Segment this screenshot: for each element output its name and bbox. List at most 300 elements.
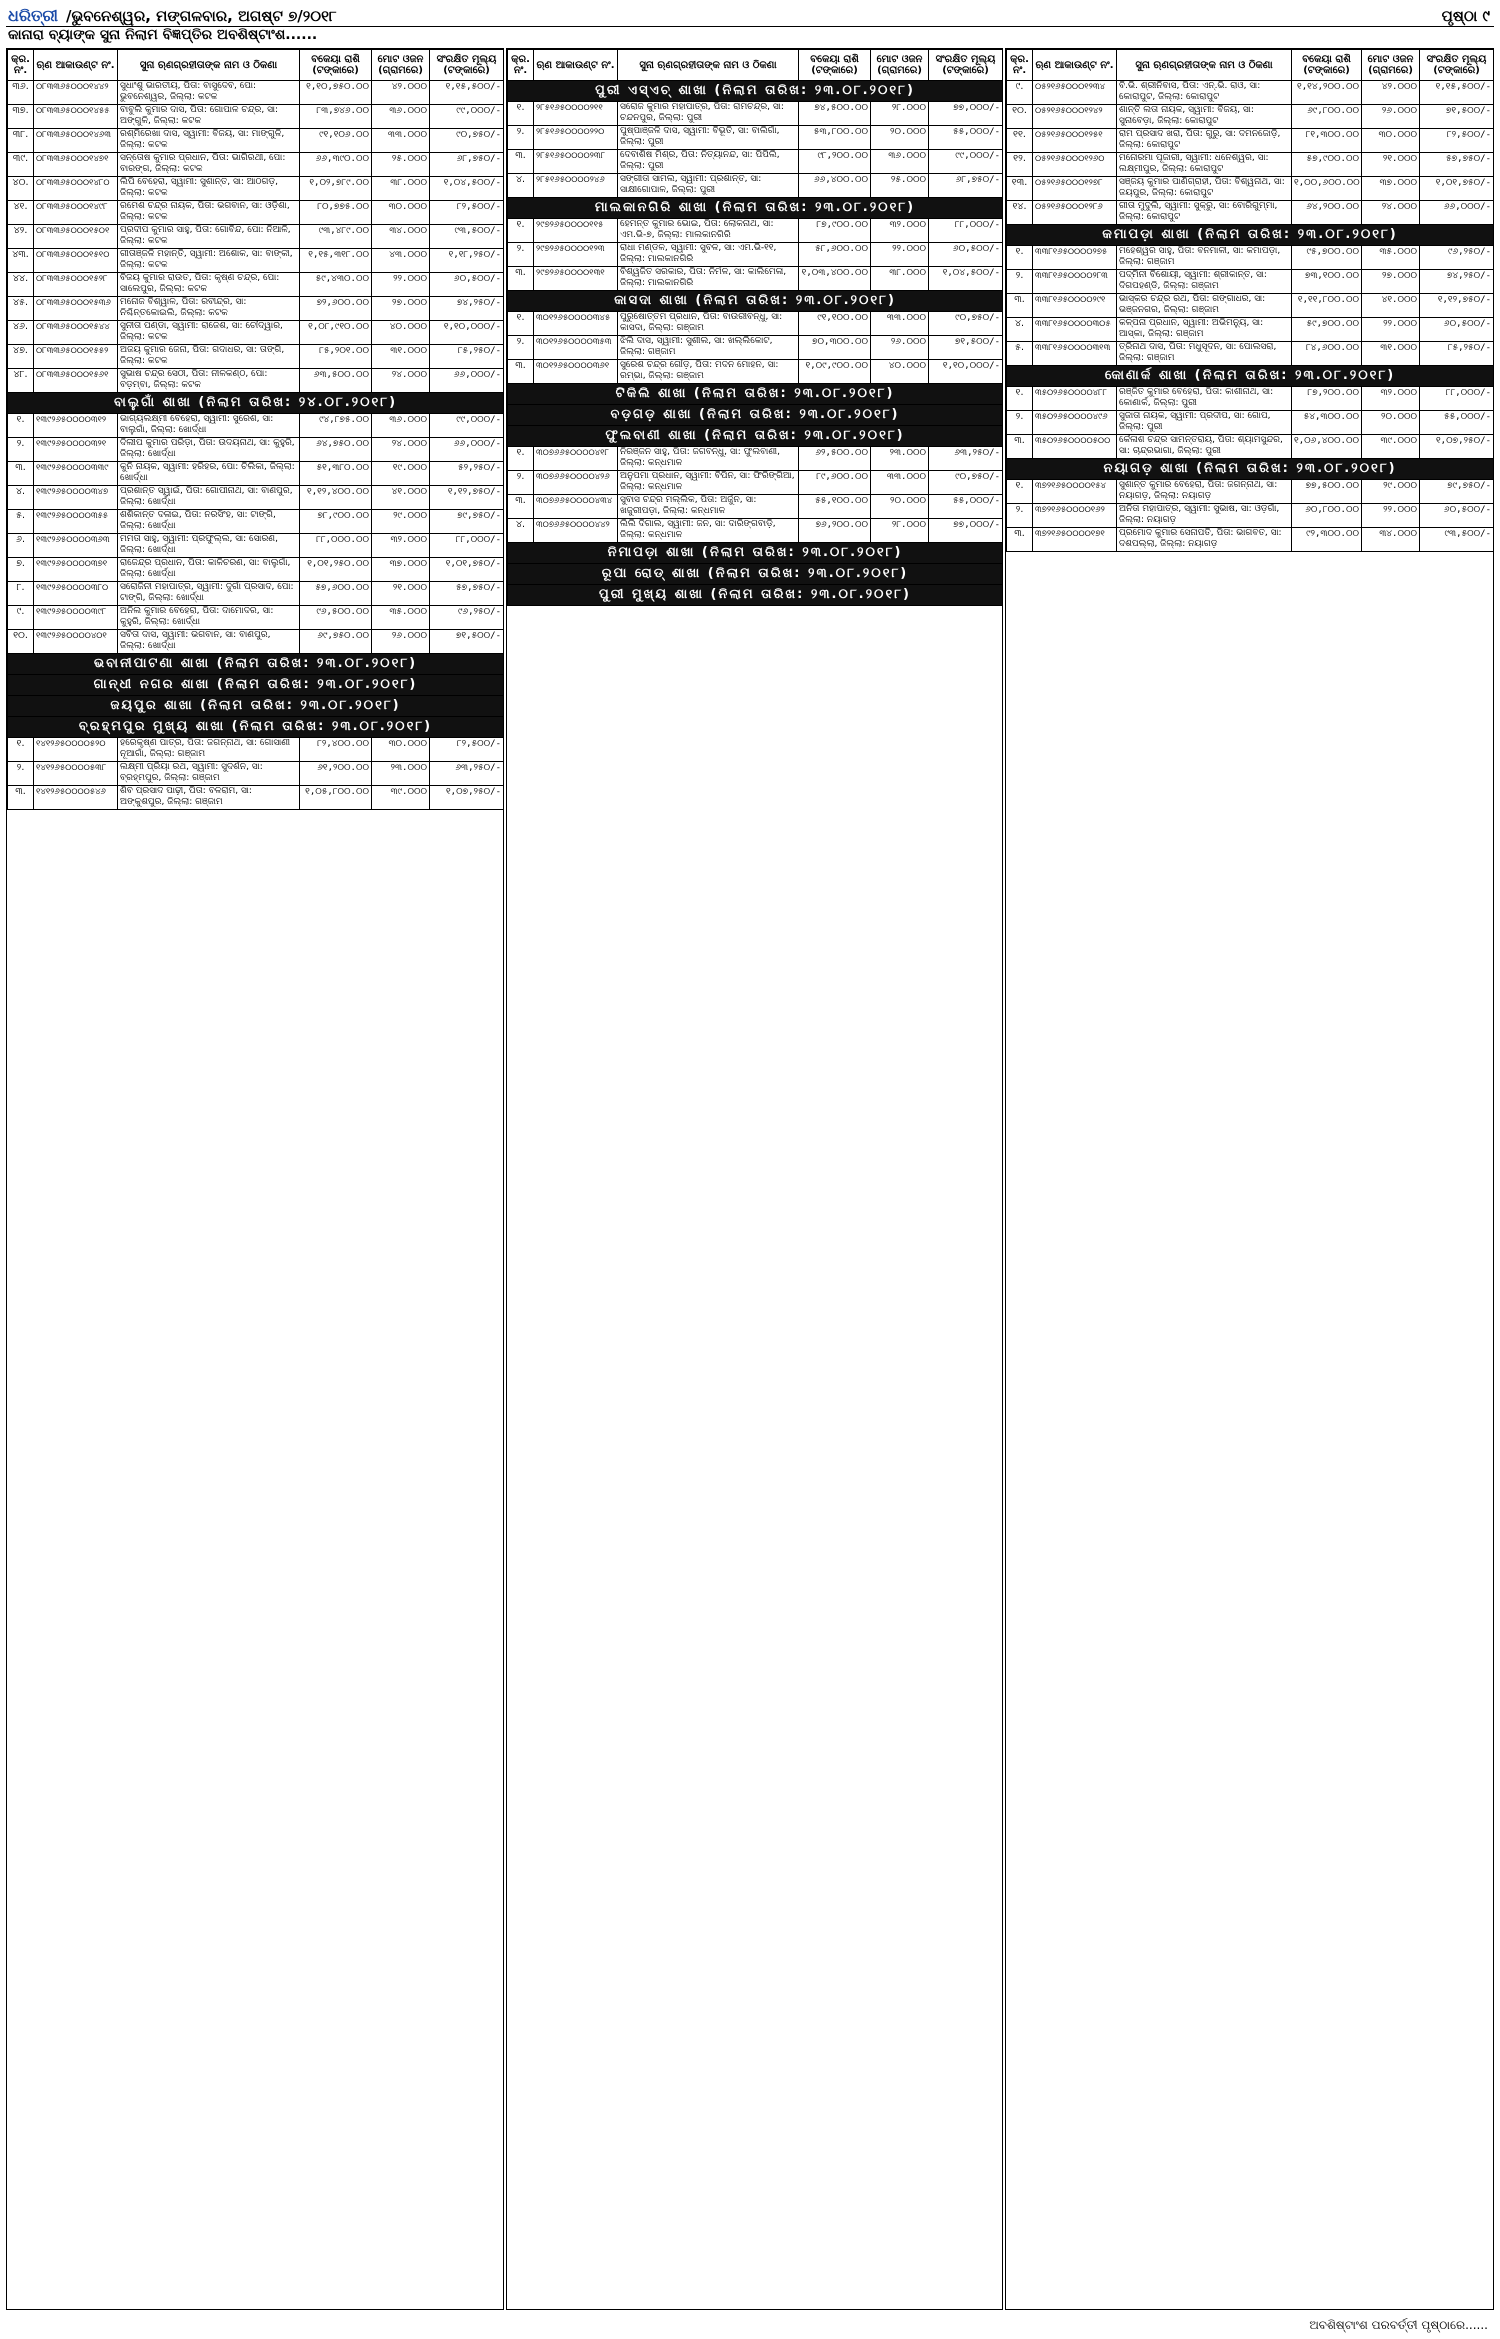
rows-nayagarh [1007, 480, 1494, 552]
serial-number: ୩. [508, 150, 534, 174]
outstanding-amount: ୫୪,୩୦୦.୦୦ [1292, 411, 1362, 435]
table-row [8, 201, 504, 225]
serial-number: ୩. [1007, 294, 1033, 318]
reserve-price: ୮୮,୦୦୦/- [1420, 387, 1494, 411]
borrower-name-address: ସଙ୍ଗୀତା ସାମଲ, ସ୍ୱାମୀ: ପ୍ରଶାନ୍ତ, ସା: ସାକ୍ଷୀଗୋପାଳ, ଜିଲ୍ଲା: ପୁରୀ [618, 174, 799, 198]
loan-account-number: ୦୮୩୩୬୫୦୦୦୧୫୬୧ [34, 369, 118, 393]
outstanding-amount: ୧,୧୪,୨୦୦.୦୦ [1292, 81, 1362, 105]
reserve-price: ୫୫,୦୦୦/- [1420, 411, 1494, 435]
outstanding-amount: ୬୪,୨୦୦.୦୦ [1292, 201, 1362, 225]
table-row [8, 177, 504, 201]
serial-number: ୧. [508, 219, 534, 243]
serial-number: ୨. [508, 336, 534, 360]
section-header: ପୁରୀ ଏସ୍‌ଏଚ୍ ଶାଖା (ନିଲାମ ତାରିଖ: ୨୩.୦୮.୨୦୧୮) [508, 81, 1003, 102]
serial-number: ୪୧. [8, 201, 34, 225]
borrower-name-address: ମନୋଜ ବିଶ୍ୱାଳ, ପିତା: ରବୀନ୍ଦ୍ର, ସା: ନିଶ୍ଚିନ୍ତକୋଇଲି, ଜିଲ୍ଲା: କଟକ [118, 297, 300, 321]
outstanding-amount: ୯୮,୨୦୦.୦୦ [799, 150, 871, 174]
outstanding-amount: ୯୧,୧୦୦.୦୦ [799, 312, 871, 336]
table-row [8, 414, 504, 438]
serial-number: ୭. [8, 558, 34, 582]
borrower-name-address: ରମେଶ ଚନ୍ଦ୍ର ନାୟକ, ପିତା: ଭଗବାନ, ସା: ଓଡ଼ିଶା, ଜିଲ୍ଲା: କଟକ [118, 201, 300, 225]
outstanding-amount: ୮୭,୨୦୦.୦୦ [1292, 387, 1362, 411]
serial-number: ୩. [508, 267, 534, 291]
header-loan: ଋଣ ଆକାଉଣ୍ଟ ନଂ. [1033, 50, 1117, 81]
section-header: ନୟାଗଡ଼ ଶାଖା (ନିଲାମ ତାରିଖ: ୨୩.୦୮.୨୦୧୮) [1007, 459, 1494, 480]
borrower-name-address: ହେମନ୍ତ କୁମାର ଭୋଇ, ପିତା: ଲୋକନାଥ, ସା: ଏମ.ଭି-୭, ଜିଲ୍ଲା: ମାଲକାନଗିରି [618, 219, 799, 243]
reserve-price: ୧,୧୦,୦୦୦/- [430, 321, 504, 345]
gold-weight: ୩୧.୦୦୦ [372, 345, 430, 369]
table-row [1007, 270, 1494, 294]
gold-weight: ୩୭.୦୦୦ [1362, 177, 1420, 201]
header-weight: ମୋଟ ଓଜନ (ଗ୍ରାମରେ) [372, 50, 430, 81]
outstanding-amount: ୧,୦୫,୮୦୦.୦୦ [300, 786, 372, 810]
borrower-name-address: ପଦ୍ମିନୀ ବିଶୋୟୀ, ସ୍ୱାମୀ: ଶ୍ରୀକାନ୍ତ, ସା: ଦିଗପହଣ୍ଡି, ଜିଲ୍ଲା: ଗଞ୍ଜାମ [1117, 270, 1292, 294]
reserve-price: ୯୬,୨୫୦/- [1420, 246, 1494, 270]
table-row [8, 438, 504, 462]
table-row [1007, 246, 1494, 270]
borrower-name-address: ପୁରୁଷୋତ୍ତମ ପ୍ରଧାନ, ପିତା: ବାଉରୀବନ୍ଧୁ, ସା: କାସଦା, ଜିଲ୍ଲା: ଗଞ୍ଜାମ [618, 312, 799, 336]
serial-number: ୮. [8, 582, 34, 606]
reserve-price: ୧,୧୦,୦୦୦/- [929, 360, 1003, 384]
serial-number: ୩୭. [8, 105, 34, 129]
loan-account-number: ୧୩୯୨୬୫୦୦୦୦୪୦୧ [34, 630, 118, 654]
borrower-name-address: ରାଧା ମଣ୍ଡଳ, ସ୍ୱାମୀ: ସୁବଳ, ସା: ଏମ.ଭି-୧୧, ଜିଲ୍ଲା: ମାଲକାନଗିରି [618, 243, 799, 267]
serial-number: ୪୬. [8, 321, 34, 345]
table-row [508, 312, 1003, 336]
serial-number: ୪୪. [8, 273, 34, 297]
table-row [8, 738, 504, 762]
table-row [8, 297, 504, 321]
header-sl: କ୍ର. ନଂ. [1007, 50, 1033, 81]
table-row [508, 126, 1003, 150]
reserve-price: ୬୩,୨୫୦/- [430, 762, 504, 786]
gold-weight: ୨୦.୦୦୦ [1362, 411, 1420, 435]
gold-weight: ୩୦.୦୦୦ [372, 201, 430, 225]
serial-number: ୧. [1007, 387, 1033, 411]
serial-number: ୧. [508, 312, 534, 336]
outstanding-amount: ୫୯,୪୩୦.୦୦ [300, 273, 372, 297]
outstanding-amount: ୬୨,୫୦୦.୦୦ [799, 447, 871, 471]
borrower-name-address: ପ୍ରମୋଦ କୁମାର ସେନାପତି, ପିତା: ଭାଗବତ, ସା: ଦଶପଲ୍ଲା, ଜିଲ୍ଲା: ନୟାଗଡ଼ [1117, 528, 1292, 552]
borrower-name-address: ମନୋରମା ପୂଜାରୀ, ସ୍ୱାମୀ: ଧନେଶ୍ୱର, ସା: ଲକ୍ଷ୍ମୀପୁର, ଜିଲ୍ଲା: କୋରାପୁଟ [1117, 153, 1292, 177]
reserve-price: ୯୩,୫୦୦/- [430, 225, 504, 249]
section-header: ଜୟପୁର ଶାଖା (ନିଲାମ ତାରିଖ: ୨୩.୦୮.୨୦୧୮) [8, 696, 504, 717]
borrower-name-address: ଭାଗ୍ୟଲକ୍ଷ୍ମୀ ବେହେରା, ସ୍ୱାମୀ: ସୁରେଶ, ସା: ବାଲୁଗାଁ, ଜିଲ୍ଲା: ଖୋର୍ଦ୍ଧା [118, 414, 300, 438]
loan-account-number: ୦୫୨୧୬୫୦୦୦୧୨୩୪ [1033, 81, 1117, 105]
auction-table-3 [1006, 49, 1494, 552]
reserve-price: ୮୨,୫୦୦/- [1420, 129, 1494, 153]
header-reserve: ସଂରକ୍ଷିତ ମୂଲ୍ୟ (ଟଙ୍କାରେ) [929, 50, 1003, 81]
loan-account-number: ୩୫୦୨୬୫୦୦୦୦୪୮୮ [1033, 387, 1117, 411]
table-row [8, 462, 504, 486]
table-row [8, 558, 504, 582]
reserve-price: ୮୫,୨୫୦/- [430, 345, 504, 369]
serial-number: ୪. [1007, 318, 1033, 342]
loan-account-number: ୩୦୭୬୬୫୦୦୦୦୪୪୨ [534, 519, 618, 543]
rows-berhampur [8, 738, 504, 810]
loan-account-number: ୩୫୦୨୬୫୦୦୦୦୪୯୬ [1033, 411, 1117, 435]
table-row [1007, 201, 1494, 225]
outstanding-amount: ୫୮,୬୦୦.୦୦ [799, 243, 871, 267]
borrower-name-address: ସରୋଜିନୀ ମହାପାତ୍ର, ସ୍ୱାମୀ: ଦୁର୍ଗା ପ୍ରସାଦ, ପୋ: ଟାଙ୍ଗି, ଜିଲ୍ଲା: ଖୋର୍ଦ୍ଧା [118, 582, 300, 606]
borrower-name-address: ସବିତା ଦାସ, ସ୍ୱାମୀ: ଭଗବାନ, ସା: ବାଣପୁର, ଜିଲ୍ଲା: ଖୋର୍ଦ୍ଧା [118, 630, 300, 654]
outstanding-amount: ୬୩,୫୦୦.୦୦ [300, 369, 372, 393]
serial-number: ୩. [8, 786, 34, 810]
serial-number: ୧୦. [8, 630, 34, 654]
loan-account-number: ୩୦୧୨୬୫୦୦୦୦୩୪୫ [534, 312, 618, 336]
loan-account-number: ୧୩୯୨୬୫୦୦୦୦୩୯୮ [34, 606, 118, 630]
table-row [8, 321, 504, 345]
section-header: ଟିକିଲି ଶାଖା (ନିଲାମ ତାରିଖ: ୨୩.୦୮.୨୦୧୮) [508, 384, 1003, 405]
loan-account-number: ୧୩୯୨୬୫୦୦୦୦୩୨୧ [34, 438, 118, 462]
section-header: ପୁରୀ ମୁଖ୍ୟ ଶାଖା (ନିଲାମ ତାରିଖ: ୨୩.୦୮.୨୦୧୮) [508, 585, 1003, 606]
table-row [1007, 81, 1494, 105]
loan-account-number: ୩୭୨୧୬୫୦୦୦୦୧୬୨ [1033, 504, 1117, 528]
header-sl: କ୍ର. ନଂ. [8, 50, 34, 81]
serial-number: ୧୦. [1007, 105, 1033, 129]
borrower-name-address: ପୁଷ୍ପାଞ୍ଜଳି ଦାସ, ସ୍ୱାମୀ: ବିଭୂତି, ସା: ବାଲିଗାଁ, ଜିଲ୍ଲା: ପୁରୀ [618, 126, 799, 150]
header-name: ସୁନା ଋଣଗ୍ରହୀତାଙ୍କ ନାମ ଓ ଠିକଣା [618, 50, 799, 81]
table-row [508, 174, 1003, 198]
table-header [508, 50, 1003, 81]
borrower-name-address: ସନ୍ତୋଷ କୁମାର ପ୍ରଧାନ, ପିତା: ଭାଗିରଥୀ, ପୋ: ବାରଙ୍ଗ, ଜିଲ୍ଲା: କଟକ [118, 153, 300, 177]
table-row [1007, 342, 1494, 366]
serial-number: ୯. [8, 606, 34, 630]
serial-number: ୧. [8, 738, 34, 762]
gold-weight: ୧୯.୦୦୦ [372, 462, 430, 486]
borrower-name-address: ରଶ୍ମିରେଖା ଦାସ, ସ୍ୱାମୀ: ବିଜୟ, ସା: ମାଙ୍ଗୁଳି, ଜିଲ୍ଲା: କଟକ [118, 129, 300, 153]
section-header: ଭବାନୀପାଟଣା ଶାଖା (ନିଲାମ ତାରିଖ: ୨୩.୦୮.୨୦୧୮) [8, 654, 504, 675]
outstanding-amount: ୭୩,୧୦୦.୦୦ [1292, 270, 1362, 294]
reserve-price: ୬୩,୨୫୦/- [929, 447, 1003, 471]
reserve-price: ୧,୦୭,୨୫୦/- [430, 786, 504, 810]
reserve-price: ୫୭,୭୫୦/- [430, 582, 504, 606]
table-row [508, 102, 1003, 126]
outstanding-amount: ୫୭,୯୦୦.୦୦ [1292, 153, 1362, 177]
rows-col3 [1007, 81, 1494, 225]
loan-account-number: ୧୩୯୨୬୫୦୦୦୦୩୩୯ [34, 462, 118, 486]
borrower-name-address: ଅନିତା ମହାପାତ୍ର, ସ୍ୱାମୀ: ସୁଭାଷ, ସା: ଓଡ଼ଗାଁ, ଜିଲ୍ଲା: ନୟାଗଡ଼ [1117, 504, 1292, 528]
reserve-price: ୯୬,୨୫୦/- [430, 606, 504, 630]
reserve-price: ୬୦,୫୦୦/- [929, 243, 1003, 267]
gold-weight: ୨୮.୦୦୦ [871, 519, 929, 543]
outstanding-amount: ୮୪,୬୦୦.୦୦ [1292, 342, 1362, 366]
reserve-price: ୯୯,୦୦୦/- [929, 150, 1003, 174]
gold-weight: ୨୧.୦୦୦ [1362, 153, 1420, 177]
loan-account-number: ୩୦୭୬୬୫୦୦୦୦୪୨୬ [534, 471, 618, 495]
gold-weight: ୪୧.୦୦୦ [1362, 294, 1420, 318]
gold-weight: ୨୬.୦୦୦ [372, 630, 430, 654]
gold-weight: ୩୫.୦୦୦ [372, 606, 430, 630]
borrower-name-address: ଅଜୟ କୁମାର ଜେନା, ପିତା: ଗଦାଧର, ସା: ତାଙ୍ଗି, ଜିଲ୍ଲା: କଟକ [118, 345, 300, 369]
table-row [8, 786, 504, 810]
serial-number: ୪. [8, 486, 34, 510]
gold-weight: ୨୦.୦୦୦ [871, 495, 929, 519]
reserve-price: ୮୨,୫୦୦/- [430, 738, 504, 762]
loan-account-number: ୦୫୨୧୬୫୦୦୦୧୨୬୦ [1033, 153, 1117, 177]
gold-weight: ୨୬.୦୦୦ [1362, 105, 1420, 129]
outstanding-amount: ୯୨,୩୦୦.୦୦ [1292, 528, 1362, 552]
reserve-price: ୭୭,୦୦୦/- [929, 102, 1003, 126]
table-row [508, 360, 1003, 384]
loan-account-number: ୧୩୯୨୬୫୦୦୦୦୩୮୦ [34, 582, 118, 606]
table-row [8, 534, 504, 558]
outstanding-amount: ୮୮,୦୦୦.୦୦ [300, 534, 372, 558]
borrower-name-address: ସୁରେଶ ଚନ୍ଦ୍ର ଗୌଡ଼, ପିତା: ମଦନ ମୋହନ, ସା: ରମ୍ଭା, ଜିଲ୍ଲା: ଗଞ୍ଜାମ [618, 360, 799, 384]
gold-weight: ୨୮.୦୦୦ [871, 102, 929, 126]
serial-number: ୧. [8, 414, 34, 438]
table-row [508, 495, 1003, 519]
rows-col1 [8, 81, 504, 393]
header-name: ସୁନା ଋଣଗ୍ରହୀତାଙ୍କ ନାମ ଓ ଠିକଣା [1117, 50, 1292, 81]
reserve-price: ୧,୦୭,୨୫୦/- [1420, 435, 1494, 459]
loan-account-number: ୦୮୩୩୬୫୦୦୦୧୪୯୮ [34, 201, 118, 225]
table-row [1007, 411, 1494, 435]
loan-account-number: ୧୩୯୨୬୫୦୦୦୦୩୬୩ [34, 534, 118, 558]
serial-number: ୨. [8, 762, 34, 786]
reserve-price: ୭୪,୨୫୦/- [1420, 270, 1494, 294]
loan-account-number: ୨୮୫୧୬୫୦୦୦୦୨୨୦ [534, 126, 618, 150]
section-header: ଫୁଲବାଣୀ ଶାଖା (ନିଲାମ ତାରିଖ: ୨୩.୦୮.୨୦୧୮) [508, 426, 1003, 447]
outstanding-amount: ୬୬,୪୦୦.୦୦ [799, 174, 871, 198]
borrower-name-address: ସୁଜାତା ନାୟକ, ସ୍ୱାମୀ: ପ୍ରଦୀପ, ସା: ଗୋପ, ଜିଲ୍ଲା: ପୁରୀ [1117, 411, 1292, 435]
serial-number: ୧. [1007, 480, 1033, 504]
outstanding-amount: ୮୨,୪୦୦.୦୦ [300, 738, 372, 762]
table-row [1007, 504, 1494, 528]
serial-number: ୩୯. [8, 153, 34, 177]
serial-number: ୧୨. [1007, 153, 1033, 177]
reserve-price: ୧,୧୫,୫୦୦/- [430, 81, 504, 105]
loan-account-number: ୧୩୯୨୬୫୦୦୦୦୩୫୫ [34, 510, 118, 534]
serial-number: ୩. [1007, 435, 1033, 459]
gold-weight: ୩୩.୦୦୦ [372, 129, 430, 153]
reserve-price: ୧,୦୪,୫୦୦/- [430, 177, 504, 201]
reserve-price: ୬୬,୦୦୦/- [1420, 201, 1494, 225]
rows-malkangiri [508, 219, 1003, 291]
gold-weight: ୨୭.୦୦୦ [372, 297, 430, 321]
table-row [8, 273, 504, 297]
table-row [1007, 318, 1494, 342]
serial-number: ୩୮. [8, 129, 34, 153]
borrower-name-address: ହରେକୃଷ୍ଣ ପାତ୍ର, ପିତା: ଜଗନ୍ନାଥ, ସା: ଗୋସାଣୀ ନୂଆଗାଁ, ଜିଲ୍ଲା: ଗଞ୍ଜାମ [118, 738, 300, 762]
reserve-price: ୭୯,୭୫୦/- [430, 510, 504, 534]
gold-weight: ୩୪.୦୦୦ [1362, 528, 1420, 552]
header-sl: କ୍ର. ନଂ. [508, 50, 534, 81]
section-header: ଗାନ୍ଧୀ ନଗର ଶାଖା (ନିଲାମ ତାରିଖ: ୨୩.୦୮.୨୦୧୮) [8, 675, 504, 696]
continued-note: ଅବଶିଷ୍ଟାଂଶ ପରବର୍ତ୍ତୀ ପୃଷ୍ଠାରେ...... [1309, 2318, 1488, 2332]
gold-weight: ୩୦.୦୦୦ [372, 738, 430, 762]
loan-account-number: ୧୪୧୨୬୫୦୦୦୦୫୩୮ [34, 762, 118, 786]
serial-number: ୬. [8, 534, 34, 558]
serial-number: ୪. [508, 519, 534, 543]
table-row [1007, 177, 1494, 201]
section-header: ମାଲକାନଗିରି ଶାଖା (ନିଲାମ ତାରିଖ: ୨୩.୦୮.୨୦୧୮) [508, 198, 1003, 219]
loan-account-number: ୦୮୩୩୬୫୦୦୦୧୫୫୨ [34, 345, 118, 369]
serial-number: ୩. [1007, 528, 1033, 552]
loan-account-number: ୩୦୭୬୬୫୦୦୦୦୪୧୮ [534, 447, 618, 471]
loan-account-number: ୦୮୩୩୬୫୦୦୦୧୪୮୦ [34, 177, 118, 201]
gold-weight: ୨୪.୦୦୦ [1362, 201, 1420, 225]
borrower-name-address: କୁନି ନାୟକ, ସ୍ୱାମୀ: ହରିହର, ପୋ: ଚିଲିକା, ଜିଲ୍ଲା: ଖୋର୍ଦ୍ଧା [118, 462, 300, 486]
outstanding-amount: ୧,୦୬,୪୦୦.୦୦ [1292, 435, 1362, 459]
table-row [508, 447, 1003, 471]
borrower-name-address: ସୁଶାନ୍ତ କୁମାର ବେହେରା, ପିତା: ଜଗନ୍ନାଥ, ସା: ନୟାଗଡ଼, ଜିଲ୍ଲା: ନୟାଗଡ଼ [1117, 480, 1292, 504]
outstanding-amount: ୯୫,୭୦୦.୦୦ [1292, 246, 1362, 270]
borrower-name-address: ବାବୁଲି କୁମାର ଦାସ, ପିତା: ଗୋପାଳ ଚନ୍ଦ୍ର, ସା: ଅଙ୍ଗୁଳି, ଜିଲ୍ଲା: କଟକ [118, 105, 300, 129]
reserve-price: ୯୦,୭୫୦/- [929, 471, 1003, 495]
table-header [8, 50, 504, 81]
borrower-name-address: ଶଶିକାନ୍ତ ଦଳାଇ, ପିତା: ନରସିଂହ, ସା: ଟାଙ୍ଗି, ଜିଲ୍ଲା: ଖୋର୍ଦ୍ଧା [118, 510, 300, 534]
header-due: ବକେୟା ରାଶି (ଟଙ୍କାରେ) [799, 50, 871, 81]
gold-weight: ୨୪.୦୦୦ [372, 369, 430, 393]
loan-account-number: ୦୮୩୩୬୫୦୦୦୧୪୫୫ [34, 105, 118, 129]
gold-weight: ୩୯.୦୦୦ [1362, 435, 1420, 459]
borrower-name-address: ବିଜୟ କୁମାର ରାଉତ, ପିତା: କୃଷ୍ଣ ଚନ୍ଦ୍ର, ପୋ: ସାଲେପୁର, ଜିଲ୍ଲା: କଟକ [118, 273, 300, 297]
gold-weight: ୨୬.୦୦୦ [871, 336, 929, 360]
outstanding-amount: ୯୩,୪୮୯.୦୦ [300, 225, 372, 249]
dateline: /ଭୁବନେଶ୍ୱର, ମଙ୍ଗଳବାର, ଅଗଷ୍ଟ ୭/୨୦୧୮ [66, 7, 337, 25]
loan-account-number: ୨୯୭୨୬୫୦୦୦୦୧୨୩ [534, 243, 618, 267]
gold-weight: ୩୮.୦୦୦ [372, 177, 430, 201]
table-row [8, 105, 504, 129]
gold-weight: ୩୩.୦୦୦ [871, 471, 929, 495]
gold-weight: ୩୧.୦୦୦ [1362, 342, 1420, 366]
column-3 [1005, 48, 1494, 2310]
reserve-price: ୭୪,୨୫୦/- [430, 297, 504, 321]
serial-number: ୪୨. [8, 225, 34, 249]
gold-weight: ୨୨.୦୦୦ [1362, 318, 1420, 342]
serial-number: ୪. [508, 174, 534, 198]
gold-weight: ୨୫.୦୦୦ [871, 174, 929, 198]
borrower-name-address: ପ୍ରଶାନ୍ତ ସ୍ୱାଇଁ, ପିତା: ଗୋପୀନାଥ, ସା: ବାଣପୁର, ଜିଲ୍ଲା: ଖୋର୍ଦ୍ଧା [118, 486, 300, 510]
outstanding-amount: ୫୭,୬୦୦.୦୦ [300, 582, 372, 606]
gold-weight: ୪୨.୦୦୦ [372, 81, 430, 105]
borrower-name-address: ବି.ଭି. ଶ୍ରୀନିବାସ, ପିତା: ଏନ୍.ଭି. ରାଓ, ସା: କୋରାପୁଟ, ଜିଲ୍ଲା: କୋରାପୁଟ [1117, 81, 1292, 105]
loan-account-number: ୨୮୫୧୬୫୦୦୦୦୨୩୮ [534, 150, 618, 174]
table-row [8, 510, 504, 534]
borrower-name-address: ରାମ ପ୍ରସାଦ ଖରା, ପିତା: ଗୁରୁ, ସା: ଦମନଜୋଡ଼ି, ଜିଲ୍ଲା: କୋରାପୁଟ [1117, 129, 1292, 153]
loan-account-number: ୨୮୫୧୬୫୦୦୦୦୨୪୬ [534, 174, 618, 198]
table-row [1007, 153, 1494, 177]
header-weight: ମୋଟ ଓଜନ (ଗ୍ରାମରେ) [1362, 50, 1420, 81]
table-row [508, 243, 1003, 267]
table-row [8, 153, 504, 177]
gold-weight: ୩୯.୦୦୦ [372, 786, 430, 810]
column-2 [506, 48, 1003, 2310]
section-header: କୋଣାର୍କ ଶାଖା (ନିଲାମ ତାରିଖ: ୨୩.୦୮.୨୦୧୮) [1007, 366, 1494, 387]
borrower-name-address: କଳ୍ପନା ପ୍ରଧାନ, ସ୍ୱାମୀ: ଅଭିମନ୍ୟୁ, ସା: ଆସ୍କା, ଜିଲ୍ଲା: ଗଞ୍ଜାମ [1117, 318, 1292, 342]
serial-number: ୨. [508, 243, 534, 267]
loan-account-number: ୨୮୫୧୬୫୦୦୦୦୨୧୧ [534, 102, 618, 126]
loan-account-number: ୩୩୮୧୬୫୦୦୦୦୨୭୫ [1033, 246, 1117, 270]
newspaper-logo: ଧରିତ୍ରୀ [8, 6, 58, 25]
table-row [8, 582, 504, 606]
reserve-price: ୧,୧୮,୨୫୦/- [430, 249, 504, 273]
loan-account-number: ୦୫୨୧୬୫୦୦୦୧୨୫୧ [1033, 129, 1117, 153]
reserve-price: ୭୭,୦୦୦/- [929, 519, 1003, 543]
table-row [8, 486, 504, 510]
header-loan: ଋଣ ଆକାଉଣ୍ଟ ନଂ. [534, 50, 618, 81]
reserve-price: ୧,୧୫,୫୦୦/- [1420, 81, 1494, 105]
borrower-name-address: ଭାସ୍କର ଚନ୍ଦ୍ର ରଥ, ପିତା: ଗଙ୍ଗାଧର, ସା: ଭଞ୍ଜନଗର, ଜିଲ୍ଲା: ଗଞ୍ଜାମ [1117, 294, 1292, 318]
section-header: ବ୍ରହ୍ମପୁର ମୁଖ୍ୟ ଶାଖା (ନିଲାମ ତାରିଖ: ୨୩.୦୮.୨୦୧୮) [8, 717, 504, 738]
loan-account-number: ୨୯୭୨୬୫୦୦୦୦୧୩୧ [534, 267, 618, 291]
rows-puri [508, 102, 1003, 198]
outstanding-amount: ୮୧,୩୦୦.୦୦ [1292, 129, 1362, 153]
borrower-name-address: ଶାନ୍ତି ଲତା ନାୟକ, ସ୍ୱାମୀ: ବିଜୟ, ସା: ସୁନାବେଡ଼ା, ଜିଲ୍ଲା: କୋରାପୁଟ [1117, 105, 1292, 129]
borrower-name-address: ଲିପି ବେହେରା, ସ୍ୱାମୀ: ସୁଶାନ୍ତ, ସା: ଆଠଗଡ଼, ଜିଲ୍ଲା: କଟକ [118, 177, 300, 201]
reserve-price: ୫୭,୭୫୦/- [1420, 153, 1494, 177]
outstanding-amount: ୭୦,୩୦୦.୦୦ [799, 336, 871, 360]
outstanding-amount: ୬୦,୮୦୦.୦୦ [1292, 504, 1362, 528]
outstanding-amount: ୧,୦୮,୯୧୦.୦୦ [300, 321, 372, 345]
section-header: ନିମାପଡ଼ା ଶାଖା (ନିଲାମ ତାରିଖ: ୨୩.୦୮.୨୦୧୮) [508, 543, 1003, 564]
reserve-price: ୬୮,୭୫୦/- [430, 153, 504, 177]
gold-weight: ୩୦.୦୦୦ [1362, 129, 1420, 153]
loan-account-number: ୦୮୩୩୬୫୦୦୦୧୪୪୨ [34, 81, 118, 105]
serial-number: ୧. [1007, 246, 1033, 270]
table-row [508, 267, 1003, 291]
gold-weight: ୪୨.୦୦୦ [1362, 81, 1420, 105]
serial-number: ୩୬. [8, 81, 34, 105]
loan-account-number: ୧୩୯୨୬୫୦୦୦୦୩୧୨ [34, 414, 118, 438]
reserve-price: ୮୮,୦୦୦/- [929, 219, 1003, 243]
serial-number: ୯. [1007, 81, 1033, 105]
loan-account-number: ୧୪୧୨୬୫୦୦୦୦୫୨୦ [34, 738, 118, 762]
reserve-price: ୫୫,୦୦୦/- [929, 495, 1003, 519]
table-row [8, 129, 504, 153]
gold-weight: ୪୦.୦୦୦ [372, 321, 430, 345]
gold-weight: ୨୩.୦୦୦ [871, 447, 929, 471]
borrower-name-address: ଲିଲି ଦିଗାଲ, ସ୍ୱାମୀ: ଜନ, ସା: ଦାରିଙ୍ଗବାଡ଼ି, ଜିଲ୍ଲା: କନ୍ଧମାଳ [618, 519, 799, 543]
borrower-name-address: ସରୋଜ କୁମାର ମହାପାତ୍ର, ପିତା: ରାମଚନ୍ଦ୍ର, ସା: ଚନ୍ଦନପୁର, ଜିଲ୍ଲା: ପୁରୀ [618, 102, 799, 126]
header-reserve: ସଂରକ୍ଷିତ ମୂଲ୍ୟ (ଟଙ୍କାରେ) [430, 50, 504, 81]
reserve-price: ୮୫,୨୫୦/- [1420, 342, 1494, 366]
borrower-name-address: ସୁନୀତା ପଣ୍ଡା, ସ୍ୱାମୀ: ରାଜେଶ, ସା: ଚୌଦ୍ୱାର, ଜିଲ୍ଲା: କଟକ [118, 321, 300, 345]
reserve-price: ୧,୦୧,୭୫୦/- [1420, 177, 1494, 201]
serial-number: ୪୦. [8, 177, 34, 201]
reserve-price: ୫୫,୦୦୦/- [929, 126, 1003, 150]
table-row [1007, 528, 1494, 552]
outstanding-amount: ୯୪,୮୭୫.୦୦ [300, 414, 372, 438]
borrower-name-address: ଦିଲୀପ କୁମାର ପରିଡ଼ା, ପିତା: ଉଦୟନାଥ, ସା: କୁହୁରି, ଜିଲ୍ଲା: ଖୋର୍ଦ୍ଧା [118, 438, 300, 462]
borrower-name-address: ସଞ୍ଜୟ କୁମାର ପାଣିଗ୍ରାହୀ, ପିତା: ବିଶ୍ୱନାଥ, ସା: ଜୟପୁର, ଜିଲ୍ଲା: କୋରାପୁଟ [1117, 177, 1292, 201]
outstanding-amount: ୮୫,୨୦୧.୦୦ [300, 345, 372, 369]
outstanding-amount: ୧,୦୨,୭୮୯.୦୦ [300, 177, 372, 201]
borrower-name-address: ମମତା ସାହୁ, ସ୍ୱାମୀ: ପ୍ରଫୁଲ୍ଲ, ସା: ସୋରଣ, ଜିଲ୍ଲା: ଖୋର୍ଦ୍ଧା [118, 534, 300, 558]
table-row [8, 345, 504, 369]
header-reserve: ସଂରକ୍ଷିତ ମୂଲ୍ୟ (ଟଙ୍କାରେ) [1420, 50, 1494, 81]
reserve-price: ୬୦,୫୦୦/- [1420, 504, 1494, 528]
borrower-name-address: ଅନୁପମା ପ୍ରଧାନ, ସ୍ୱାମୀ: ବିପିନ, ସା: ଫିରିଙ୍ଗିଆ, ଜିଲ୍ଲା: କନ୍ଧମାଳ [618, 471, 799, 495]
reserve-price: ୯୦,୭୫୦/- [430, 129, 504, 153]
outstanding-amount: ୫୧,୩୮୦.୦୦ [300, 462, 372, 486]
outstanding-amount: ୭୮,୯୦୦.୦୦ [300, 510, 372, 534]
borrower-name-address: ଶିବ ପ୍ରସାଦ ପାଢ଼ୀ, ପିତା: ବଳରାମ, ସା: ଅଙ୍କୁଶପୁର, ଜିଲ୍ଲା: ଗଞ୍ଜାମ [118, 786, 300, 810]
rows-konark [1007, 387, 1494, 459]
header-name: ସୁନା ଋଣଗ୍ରହୀତାଙ୍କ ନାମ ଓ ଠିକଣା [118, 50, 300, 81]
serial-number: ୫. [8, 510, 34, 534]
gold-weight: ୩୨.୦୦୦ [372, 534, 430, 558]
header-due: ବକେୟା ରାଶି (ଟଙ୍କାରେ) [300, 50, 372, 81]
table-row [508, 219, 1003, 243]
reserve-price: ୧,୧୨,୭୫୦/- [430, 486, 504, 510]
gold-weight: ୨୨.୦୦୦ [871, 243, 929, 267]
rows-phulbani [508, 447, 1003, 543]
serial-number: ୩. [508, 495, 534, 519]
gold-weight: ୩୨.୦୦୦ [871, 219, 929, 243]
gold-weight: ୨୧.୦୦୦ [372, 582, 430, 606]
